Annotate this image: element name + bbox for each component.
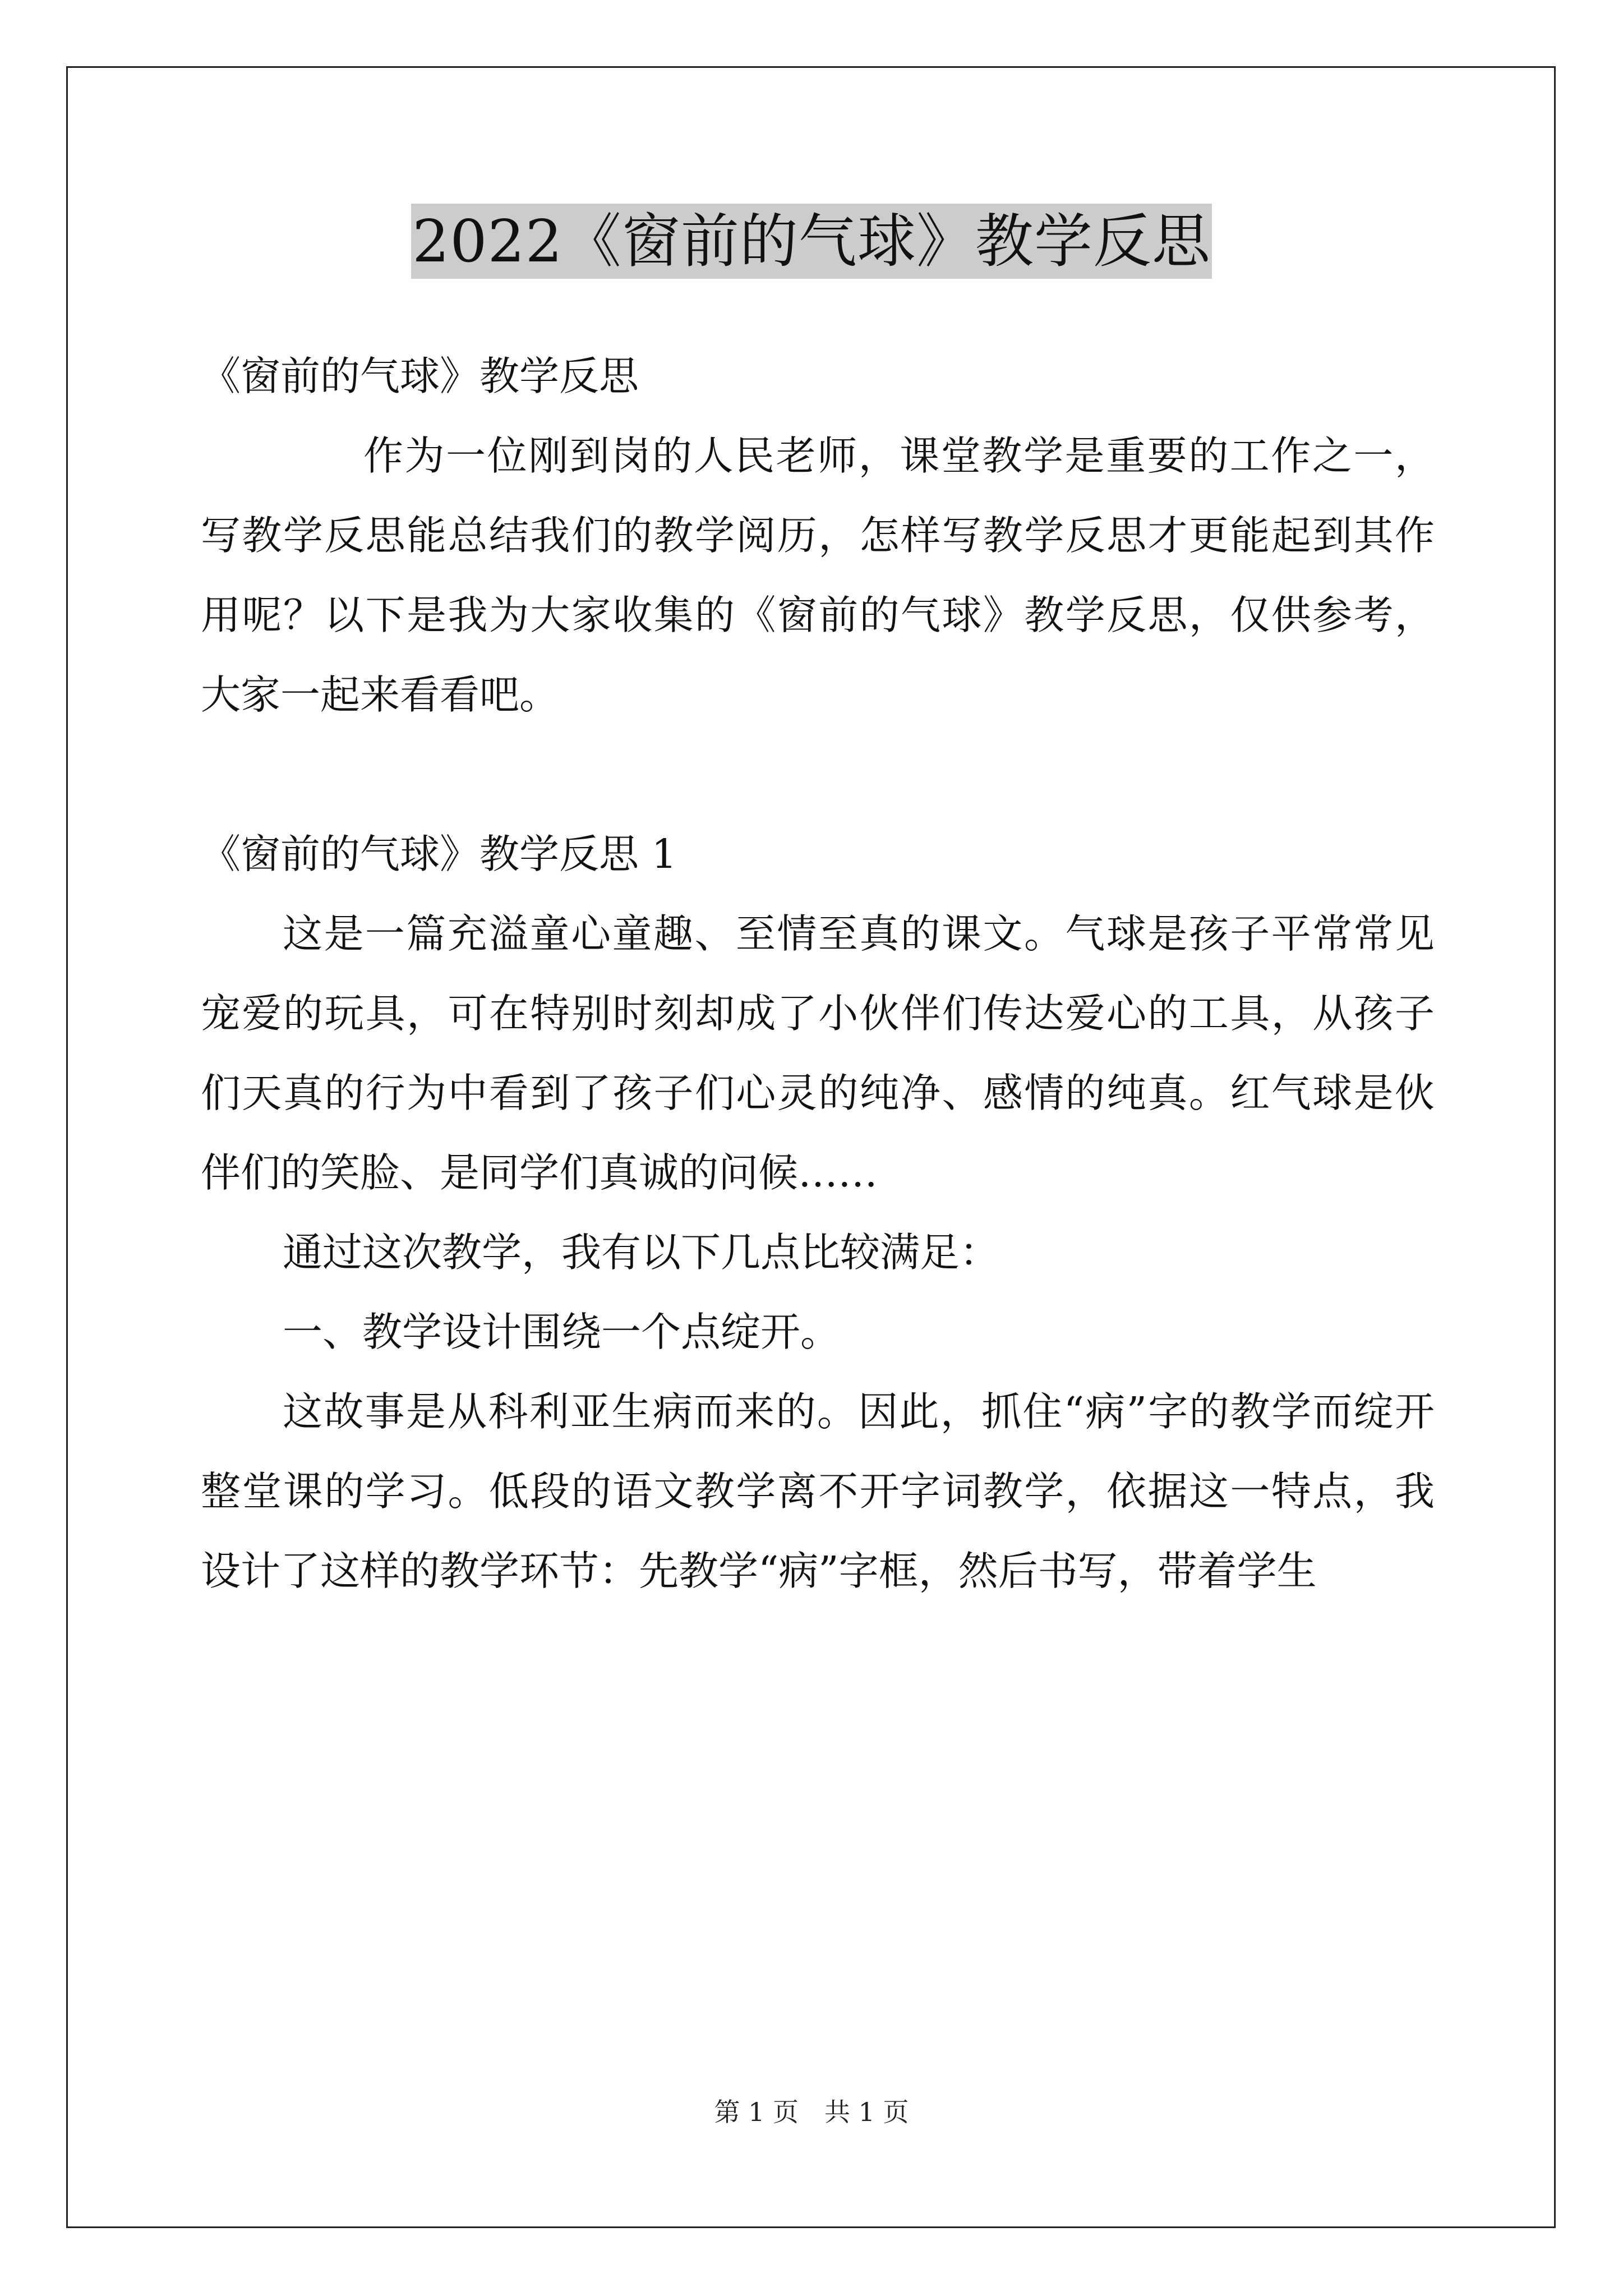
intro-paragraph: 作为一位刚到岗的人民老师，课堂教学是重要的工作之一，写教学反思能总结我们的教学阅历，怎样写教学反思才更能起到其作用呢？以下是我为大家收集的《窗前的气球》教学反思，仅供参考，大家一起来看看吧。 <box>201 432 1435 718</box>
page-footer: 第 1 页 共 1 页 <box>714 2097 909 2127</box>
document-body <box>201 337 1435 1611</box>
document-title <box>0 202 1623 280</box>
body-paragraph: 一、教学设计围绕一个点绽开。 <box>283 1309 841 1355</box>
body-paragraph: 这是一篇充溢童心童趣、至情至真的课文。气球是孩子平常常见宠爱的玩具，可在特别时刻却成了小伙伴们传达爱心的工具，从孩子们天真的行为中看到了孩子们心灵的纯净、感情的纯真。红气球是伙伴们的笑脸、是同学们真诚的问候…… <box>201 910 1435 1196</box>
document-title-text: 2022《窗前的气球》教学反思 <box>411 204 1212 279</box>
body-paragraph: 通过这次教学，我有以下几点比较满足： <box>283 1229 1000 1276</box>
body-paragraph: 这故事是从科利亚生病而来的。因此，抓住“病”字的教学而绽开整堂课的学习。低段的语文教学离不开字词教学，依据这一特点，我设计了这样的教学环节：先教学“病”字框，然后书写，带着学生 <box>201 1388 1435 1594</box>
paragraph-spacer <box>201 735 1435 815</box>
section-heading-intro: 《窗前的气球》教学反思 <box>201 353 639 399</box>
section-heading-1: 《窗前的气球》教学反思 1 <box>201 831 677 877</box>
